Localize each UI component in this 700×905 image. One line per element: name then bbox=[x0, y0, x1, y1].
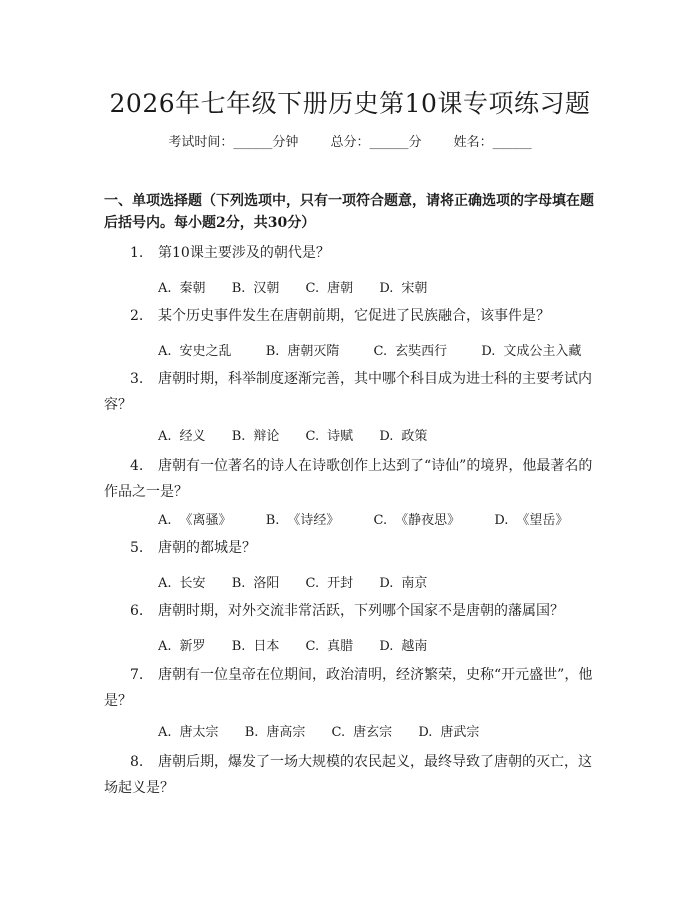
question-7-options bbox=[158, 721, 501, 740]
question-1-options bbox=[158, 277, 449, 296]
question-6-options bbox=[158, 635, 449, 654]
option-d: D. 政策 bbox=[379, 429, 428, 444]
student-name-field: 姓名：______ bbox=[453, 135, 532, 150]
question-1 bbox=[104, 240, 600, 266]
question-3 bbox=[104, 366, 600, 418]
question-number: 7. bbox=[130, 667, 144, 683]
question-text: 某个历史事件发生在唐朝前期，它促进了民族融合，该事件是？ bbox=[158, 308, 550, 324]
question-number: 1. bbox=[130, 245, 144, 261]
question-text: 唐朝的都城是？ bbox=[158, 540, 256, 556]
option-c: C. 玄奘西行 bbox=[373, 344, 448, 359]
option-c: C. 唐玄宗 bbox=[331, 725, 393, 740]
exam-meta bbox=[0, 131, 700, 150]
question-4 bbox=[104, 453, 600, 505]
question-number: 6. bbox=[130, 603, 144, 619]
option-a: A. 秦朝 bbox=[158, 281, 206, 296]
option-b: B. 汉朝 bbox=[231, 281, 280, 296]
option-b: B. 唐朝灭隋 bbox=[265, 344, 340, 359]
option-d: D. 越南 bbox=[379, 639, 428, 654]
option-d: D. 宋朝 bbox=[379, 281, 428, 296]
question-number: 3. bbox=[130, 371, 144, 387]
question-4-options bbox=[158, 509, 598, 528]
question-number: 4. bbox=[130, 458, 144, 474]
question-number: 2. bbox=[130, 308, 144, 324]
option-d: D. 文成公主入藏 bbox=[481, 344, 582, 359]
question-text: 唐朝时期，对外交流非常活跃，下列哪个国家不是唐朝的藩属国？ bbox=[158, 603, 564, 619]
exam-time-field: 考试时间：______分钟 bbox=[168, 135, 299, 150]
page-title: 2026年七年级下册历史第10课专项练习题 bbox=[109, 89, 591, 118]
question-text: 唐朝有一位皇帝在位期间，政治清明，经济繁荣，史称“开元盛世”，他是？ bbox=[104, 667, 593, 709]
question-text: 唐朝后期，爆发了一场大规模的农民起义，最终导致了唐朝的灭亡，这场起义是？ bbox=[104, 754, 592, 796]
question-7 bbox=[104, 662, 600, 714]
option-a: A. 《离骚》 bbox=[158, 513, 232, 528]
question-text: 第10课主要涉及的朝代是？ bbox=[158, 245, 330, 261]
question-number: 8. bbox=[130, 754, 144, 770]
question-text: 唐朝时期，科举制度逐渐完善，其中哪个科目成为进士科的主要考试内容？ bbox=[104, 371, 592, 413]
option-a: A. 长安 bbox=[158, 576, 206, 591]
option-c: C. 诗赋 bbox=[305, 429, 354, 444]
option-c: C. 开封 bbox=[305, 576, 354, 591]
question-8 bbox=[104, 749, 600, 801]
option-a: A. 唐太宗 bbox=[158, 725, 219, 740]
option-d: D. 南京 bbox=[379, 576, 428, 591]
option-d: D. 唐武宗 bbox=[418, 725, 480, 740]
option-c: C. 《静夜思》 bbox=[373, 513, 461, 528]
option-a: A. 新罗 bbox=[158, 639, 206, 654]
question-2-options bbox=[158, 340, 611, 359]
option-b: B. 唐高宗 bbox=[244, 725, 306, 740]
question-3-options bbox=[158, 425, 449, 444]
option-d: D. 《望岳》 bbox=[494, 513, 569, 528]
question-2 bbox=[104, 303, 600, 329]
question-6 bbox=[104, 598, 600, 624]
option-c: C. 真腊 bbox=[305, 639, 354, 654]
option-c: C. 唐朝 bbox=[305, 281, 354, 296]
option-b: B. 日本 bbox=[231, 639, 280, 654]
total-score-field: 总分：______分 bbox=[330, 135, 422, 150]
option-b: B. 洛阳 bbox=[231, 576, 280, 591]
question-number: 5. bbox=[130, 540, 144, 556]
option-a: A. 安史之乱 bbox=[158, 344, 232, 359]
option-b: B. 《诗经》 bbox=[265, 513, 340, 528]
question-5-options bbox=[158, 572, 449, 591]
question-text: 唐朝有一位著名的诗人在诗歌创作上达到了“诗仙”的境界，他最著名的作品之一是？ bbox=[104, 458, 593, 500]
option-b: B. 辩论 bbox=[231, 429, 280, 444]
option-a: A. 经义 bbox=[158, 429, 206, 444]
question-5 bbox=[104, 535, 600, 561]
section-heading: 一、单项选择题（下列选项中，只有一项符合题意，请将正确选项的字母填在题后括号内。每小题2分，共30分） bbox=[104, 193, 594, 231]
